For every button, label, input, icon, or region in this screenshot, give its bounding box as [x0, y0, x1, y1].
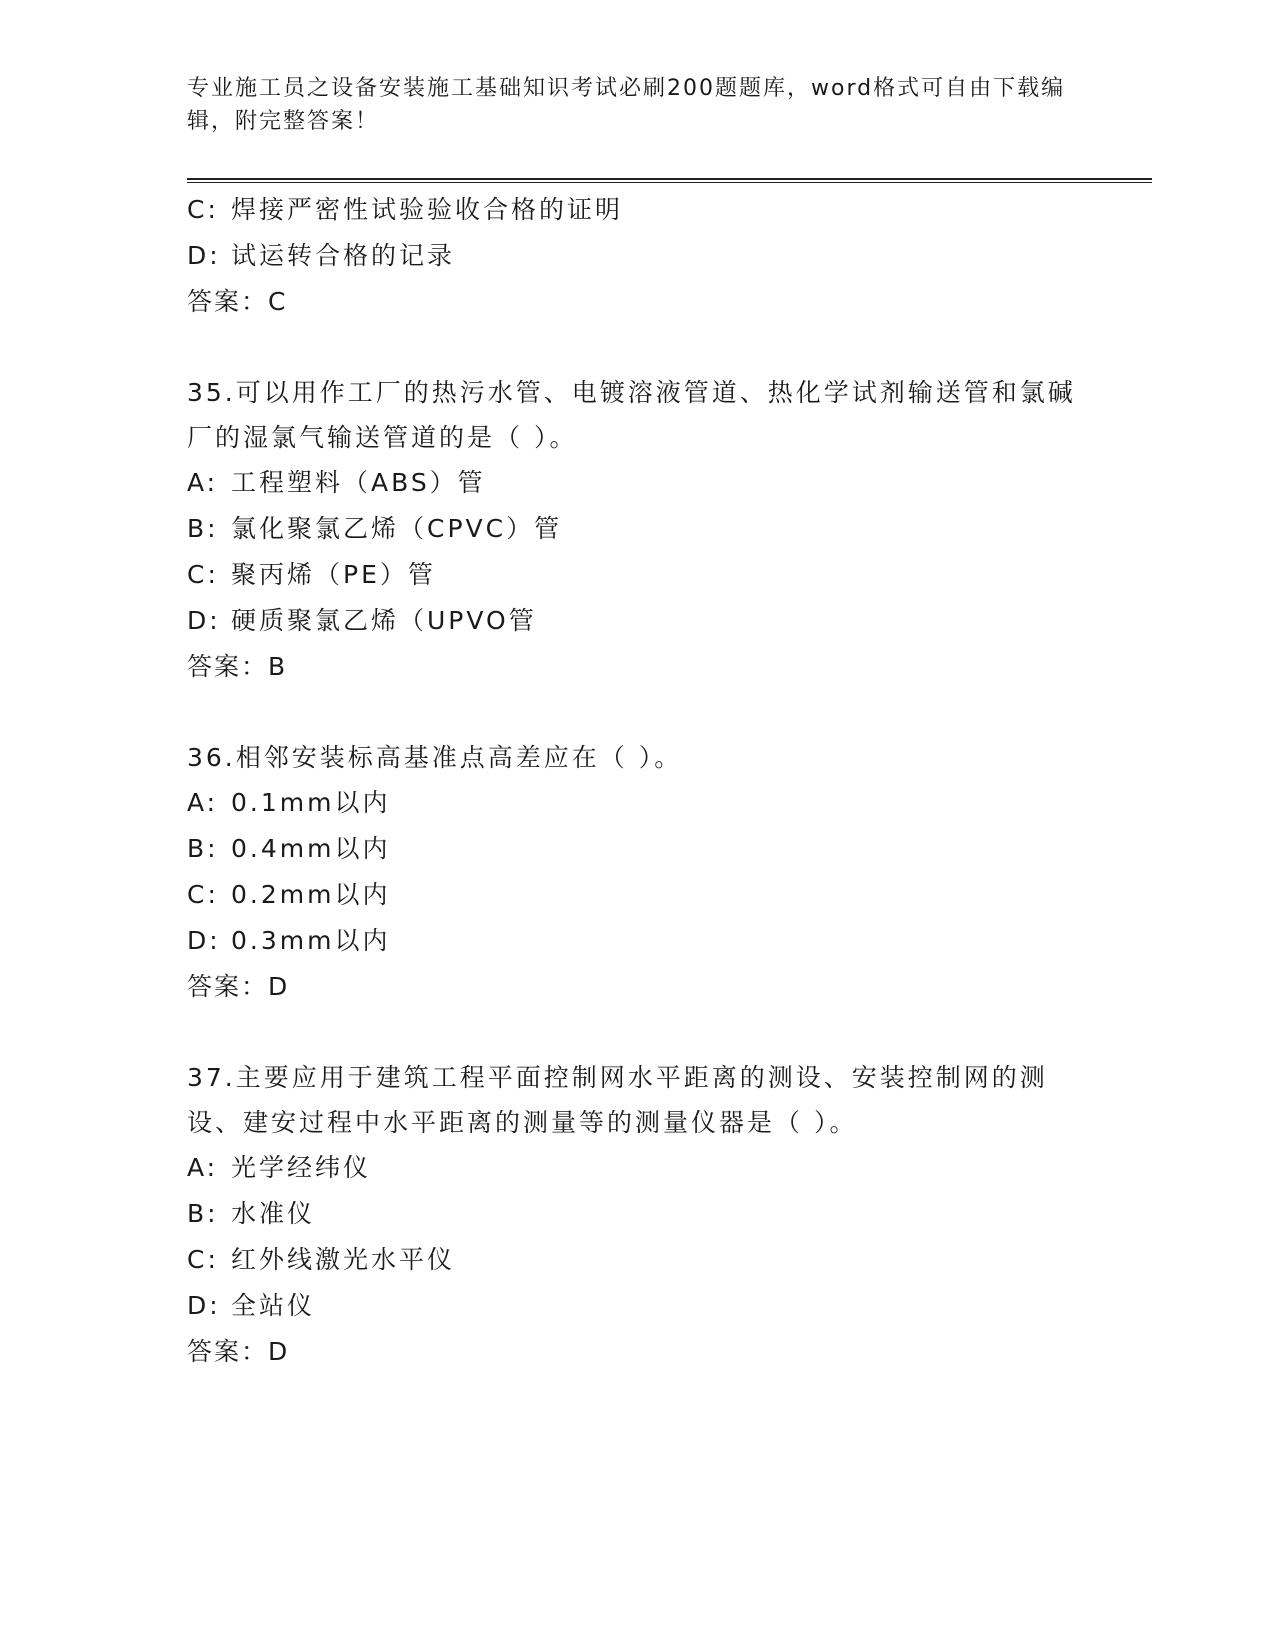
option-b	[187, 506, 1087, 552]
question-stem: 35.可以用作工厂的热污水管、电镀溶液管道、热化学试剂输送管和氯碱厂的湿氯气输送管道的是（ ）。	[187, 378, 1076, 452]
option-text: 0.2mm以内	[231, 880, 391, 909]
option-text: 试运转合格的记录	[231, 241, 456, 270]
option-letter: D:	[187, 926, 221, 955]
option-d	[187, 1283, 1087, 1329]
answer-line: 答案：C	[187, 287, 288, 316]
option-d	[187, 918, 1087, 964]
option-letter: A:	[187, 788, 219, 817]
option-letter: D:	[187, 606, 221, 635]
option-c	[187, 872, 1087, 918]
option-text: 0.3mm以内	[231, 926, 391, 955]
option-text: 硬质聚氯乙烯（UPVO管	[231, 606, 537, 635]
option-text: 聚丙烯（PE）管	[231, 560, 436, 589]
question-stem: 36.相邻安装标高基准点高差应在（ ）。	[187, 743, 683, 772]
option-a	[187, 460, 1087, 506]
option-text: 光学经纬仪	[231, 1153, 372, 1182]
option-text: 0.4mm以内	[231, 834, 391, 863]
option-text: 水准仪	[231, 1199, 316, 1228]
option-text: 氯化聚氯乙烯（CPVC）管	[231, 514, 563, 543]
option-letter: C:	[187, 1245, 219, 1274]
answer-line: 答案：D	[187, 1337, 290, 1366]
option-d	[187, 598, 1087, 644]
previous-question-tail	[187, 187, 1087, 325]
question-37	[187, 1055, 1087, 1375]
option-a	[187, 1145, 1087, 1191]
option-b	[187, 1191, 1087, 1237]
option-letter: D:	[187, 1291, 221, 1320]
option-letter: C:	[187, 560, 219, 589]
option-text: 焊接严密性试验验收合格的证明	[231, 195, 624, 224]
option-b	[187, 826, 1087, 872]
option-d	[187, 233, 1087, 279]
answer-line: 答案：D	[187, 972, 290, 1001]
option-letter: A:	[187, 1153, 219, 1182]
option-c	[187, 1237, 1087, 1283]
answer-line: 答案：B	[187, 652, 288, 681]
option-letter: A:	[187, 468, 219, 497]
question-stem: 37.主要应用于建筑工程平面控制网水平距离的测设、安装控制网的测设、建安过程中水平距离的测量等的测量仪器是（ ）。	[187, 1063, 1048, 1137]
question-35	[187, 370, 1087, 690]
option-letter: C:	[187, 195, 219, 224]
option-letter: C:	[187, 880, 219, 909]
header-divider	[187, 178, 1152, 183]
option-text: 工程塑料（ABS）管	[231, 468, 486, 497]
option-text: 红外线激光水平仪	[231, 1245, 456, 1274]
question-list	[187, 187, 1087, 1375]
option-a	[187, 780, 1087, 826]
question-36	[187, 735, 1087, 1010]
option-letter: D:	[187, 241, 221, 270]
option-c	[187, 187, 1087, 233]
option-text: 全站仪	[231, 1291, 316, 1320]
option-letter: B:	[187, 1199, 219, 1228]
option-text: 0.1mm以内	[231, 788, 391, 817]
option-c	[187, 552, 1087, 598]
document-header: 专业施工员之设备安装施工基础知识考试必刷200题题库，word格式可自由下载编辑，附完整答案！	[187, 76, 1066, 134]
option-letter: B:	[187, 834, 219, 863]
option-letter: B:	[187, 514, 219, 543]
